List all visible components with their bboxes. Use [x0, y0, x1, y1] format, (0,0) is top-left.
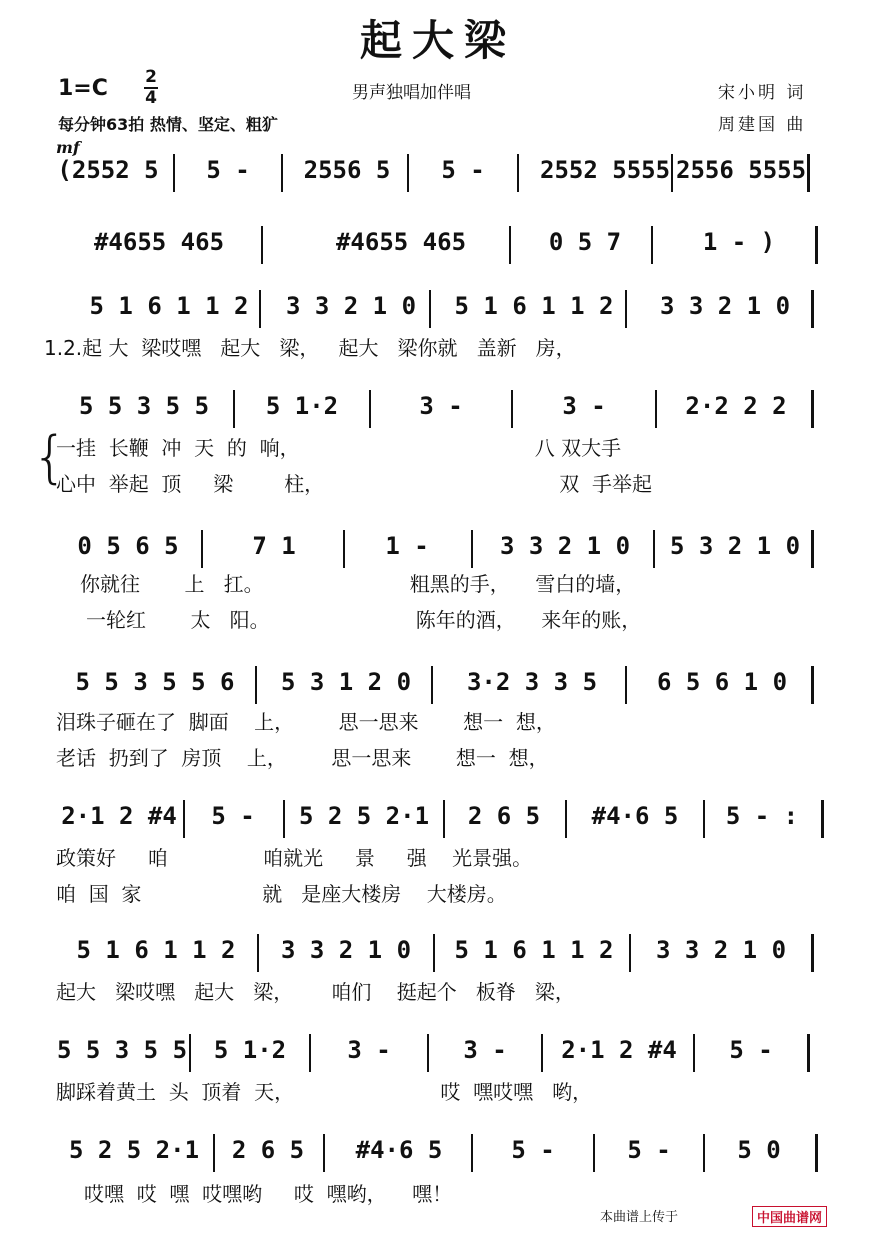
- measure-notes: 5 -: [441, 156, 485, 184]
- measure-notes: 5 -: [206, 156, 250, 184]
- measure: [206, 526, 342, 570]
- measure-notes: 2·1 2 #4: [561, 1036, 677, 1064]
- barline: [651, 226, 653, 264]
- meter-bottom: 4: [145, 88, 157, 108]
- measure: [58, 222, 260, 266]
- lyric-line: 政策好 咱 咱就光 景 强 光景强。: [56, 846, 533, 870]
- measure-notes: (2552 5: [57, 156, 159, 184]
- barline: [821, 800, 824, 838]
- measure-notes: 5 1 6 1 1 2: [454, 936, 614, 964]
- measure: [294, 222, 508, 266]
- barline: [433, 934, 435, 972]
- measure: [184, 796, 282, 840]
- measure-notes: 3 3 2 1 0: [659, 292, 791, 320]
- barline: [511, 390, 513, 428]
- measure: [704, 796, 820, 840]
- measure-notes: 5 3 1 2 0: [280, 668, 412, 696]
- measure: [192, 1030, 308, 1074]
- measure-notes: 5 1 6 1 1 2: [76, 936, 236, 964]
- measure: [372, 386, 510, 430]
- measure-notes: 5 3 2 1 0: [669, 532, 801, 560]
- barline: [283, 800, 285, 838]
- measure: [344, 526, 470, 570]
- measure-notes: 5 - :: [725, 802, 799, 830]
- measure-notes: 7 1: [252, 532, 296, 560]
- measure-notes: #4·6 5: [355, 1136, 443, 1164]
- measure: [176, 150, 280, 194]
- measure-notes: 2 6 5: [467, 802, 541, 830]
- lyric-line: 心中 举起 顶 梁 柱， 双 手举起: [56, 472, 653, 496]
- measure: [546, 1030, 692, 1074]
- barline: [509, 226, 511, 264]
- measure-notes: 2·2 2 2: [685, 392, 787, 420]
- measure-notes: 2556 5555: [676, 156, 807, 184]
- page-title: 起大梁: [359, 16, 516, 65]
- measure-notes: 0 5 7: [548, 228, 622, 256]
- barline: [807, 154, 810, 192]
- measure: [474, 1130, 592, 1174]
- barline: [255, 666, 257, 704]
- measure: [634, 662, 810, 706]
- barline: [811, 666, 814, 704]
- measure-notes: 3 3 2 1 0: [499, 532, 631, 560]
- measure: [56, 796, 182, 840]
- measure-notes: 5 2 5 2·1: [298, 802, 430, 830]
- measure-notes: #4655 465: [335, 228, 467, 256]
- measure-notes: 3 -: [463, 1036, 507, 1064]
- barline: [261, 226, 263, 264]
- lyric-line: 老话 扔到了 房顶 上， 思一思来 想一 想，: [56, 746, 549, 770]
- barline: [323, 1134, 325, 1172]
- measure: [56, 662, 254, 706]
- measure: [568, 796, 702, 840]
- measure-notes: #4655 465: [93, 228, 225, 256]
- measure-notes: 5 -: [211, 802, 255, 830]
- measure: [444, 796, 564, 840]
- measure: [696, 1030, 806, 1074]
- barline: [369, 390, 371, 428]
- barline: [629, 934, 631, 972]
- barline: [471, 530, 473, 568]
- measure-notes: #4·6 5: [591, 802, 679, 830]
- measure: [676, 150, 806, 194]
- barline: [427, 1034, 429, 1072]
- measure: [288, 150, 406, 194]
- measure-notes: 5 -: [511, 1136, 555, 1164]
- measure: [540, 150, 670, 194]
- measure-notes: 0 5 6 5: [77, 532, 179, 560]
- measure-notes: 5 1 6 1 1 2: [454, 292, 614, 320]
- measure-notes: 3·2 3 3 5: [466, 668, 598, 696]
- measure-notes: 2552 5555: [540, 156, 671, 184]
- measure: [56, 1030, 188, 1074]
- barline: [693, 1034, 695, 1072]
- measure: [214, 1130, 322, 1174]
- measure-notes: 5 1·2: [265, 392, 339, 420]
- measure: [664, 222, 814, 266]
- meter-top: 2: [145, 67, 157, 87]
- barline: [257, 934, 259, 972]
- measure-notes: 3 3 2 1 0: [655, 936, 787, 964]
- measure-notes: 1 - ): [702, 228, 776, 256]
- barline: [815, 1134, 818, 1172]
- measure: [56, 526, 200, 570]
- lyric-line: 一轮红 太 阳。 陈年的酒， 来年的账，: [86, 608, 642, 632]
- barline: [407, 154, 409, 192]
- measure-notes: 1 -: [385, 532, 429, 560]
- lyric-line: 泪珠子砸在了 脚面 上， 思一思来 想一 想，: [56, 710, 556, 734]
- measure: [262, 662, 430, 706]
- measure: [704, 1130, 814, 1174]
- barline: [811, 530, 814, 568]
- lyric-line: 起大 梁哎嘿 起大 梁， 咱们 挺起个 板脊 梁，: [56, 980, 575, 1004]
- measure: [328, 1130, 470, 1174]
- barline: [625, 290, 627, 328]
- lyric-line: 一挂 长鞭 冲 天 的 响， 八 双大手: [56, 436, 622, 460]
- barline: [811, 290, 814, 328]
- barline: [201, 530, 203, 568]
- barline: [233, 390, 235, 428]
- barline: [309, 1034, 311, 1072]
- site-logo: 中国曲谱网: [752, 1206, 827, 1227]
- barline: [565, 800, 567, 838]
- barline: [541, 1034, 543, 1072]
- barline: [471, 1134, 473, 1172]
- barline: [625, 666, 627, 704]
- lyric-line: 你就往 上 扛。 粗黑的手， 雪白的墙，: [80, 572, 636, 596]
- barline: [807, 1034, 810, 1072]
- measure: [632, 930, 810, 974]
- measure-notes: 2556 5: [303, 156, 391, 184]
- lyric-line: 1.2.起 大 梁哎嘿 起大 梁， 起大 梁你就 盖新 房，: [44, 336, 576, 360]
- measure-notes: 5 2 5 2·1: [68, 1136, 200, 1164]
- measure-notes: 5 1 6 1 1 2: [89, 292, 249, 320]
- measure: [56, 1130, 212, 1174]
- measure-notes: 5 5 3 5 5: [56, 1036, 188, 1064]
- measure-notes: 5 0: [737, 1136, 781, 1164]
- measure: [286, 796, 442, 840]
- measure: [660, 526, 810, 570]
- barline: [517, 154, 519, 192]
- measure-notes: 2 6 5: [231, 1136, 305, 1164]
- measure: [236, 386, 368, 430]
- measure-notes: 3 3 2 1 0: [280, 936, 412, 964]
- barline: [259, 290, 261, 328]
- barline: [653, 530, 655, 568]
- measure: [440, 930, 628, 974]
- measure: [80, 286, 258, 330]
- composer-credit: 周建国 曲: [718, 115, 807, 135]
- measure-notes: 5 -: [627, 1136, 671, 1164]
- measure: [662, 386, 810, 430]
- verse-brace: {: [32, 425, 68, 490]
- lyric-line: 咱 国 家 就 是座大楼房 大楼房。: [56, 882, 507, 906]
- lyric-line: 脚踩着黄土 头 顶着 天， 哎 嘿哎嘿 哟，: [56, 1080, 593, 1104]
- measure: [312, 1030, 426, 1074]
- barline: [281, 154, 283, 192]
- barline: [811, 390, 814, 428]
- barline: [173, 154, 175, 192]
- barline: [431, 666, 433, 704]
- measure: [44, 150, 172, 194]
- measure: [410, 150, 516, 194]
- measure-notes: 3 3 2 1 0: [285, 292, 417, 320]
- barline: [429, 290, 431, 328]
- measure: [440, 662, 624, 706]
- key-signature: 1=C: [58, 76, 108, 101]
- measure: [56, 386, 232, 430]
- measure: [478, 526, 652, 570]
- measure: [430, 1030, 540, 1074]
- time-signature: [142, 68, 160, 108]
- measure: [640, 286, 810, 330]
- dynamic-marking: mf: [56, 138, 80, 157]
- barline: [655, 390, 657, 428]
- measure-notes: 5 1·2: [213, 1036, 287, 1064]
- lyricist-credit: 宋小明 词: [718, 83, 807, 103]
- measure-notes: 2·1 2 #4: [61, 802, 177, 830]
- measure-notes: 5 5 3 5 5 6: [75, 668, 235, 696]
- measure: [274, 286, 428, 330]
- measure: [260, 930, 432, 974]
- measure-notes: 6 5 6 1 0: [656, 668, 788, 696]
- measure-notes: 5 -: [729, 1036, 773, 1064]
- measure-notes: 3 -: [347, 1036, 391, 1064]
- barline: [671, 154, 673, 192]
- barline: [815, 226, 818, 264]
- barline: [593, 1134, 595, 1172]
- measure: [444, 286, 624, 330]
- measure: [56, 930, 256, 974]
- lyric-line: 哎嘿 哎 嘿 哎嘿哟 哎 嘿哟， 嘿！: [84, 1182, 453, 1206]
- measure-notes: 3 -: [562, 392, 606, 420]
- barline: [811, 934, 814, 972]
- measure-notes: 3 -: [419, 392, 463, 420]
- tempo-marking: 每分钟63拍 热情、坚定、粗犷: [58, 115, 278, 134]
- measure: [514, 386, 654, 430]
- barline: [189, 1034, 191, 1072]
- upload-note: 本曲谱上传于: [600, 1210, 679, 1225]
- measure: [596, 1130, 702, 1174]
- performance-style: 男声独唱加伴唱: [352, 83, 471, 103]
- measure: [520, 222, 650, 266]
- measure-notes: 5 5 3 5 5: [78, 392, 210, 420]
